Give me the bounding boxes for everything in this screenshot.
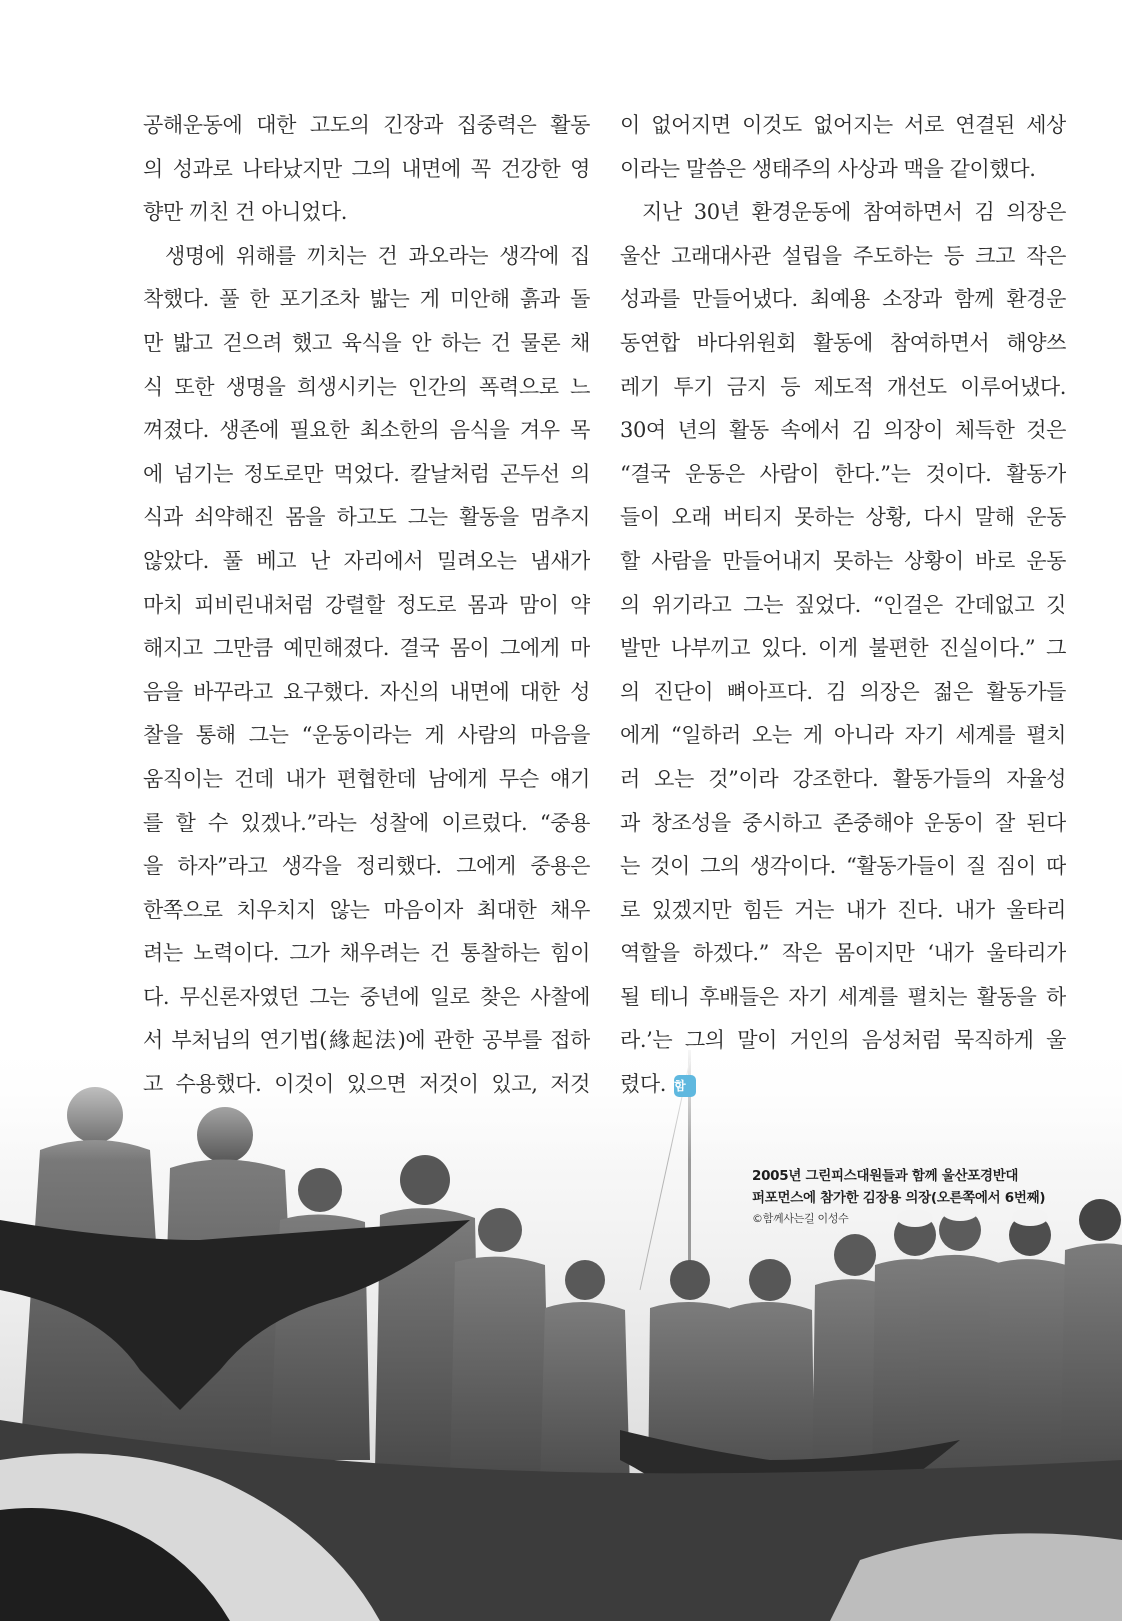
text-line: 찰을 통해 그는 “운동이라는 게 사람의 마음을 bbox=[143, 723, 590, 748]
text-line: 다. 무신론자였던 그는 중년에 일로 찾은 사찰에 bbox=[143, 984, 590, 1009]
text-line: 공해운동에 대한 고도의 긴장과 집중력은 활동 bbox=[143, 113, 590, 137]
text-line: 에 넘기는 정도로만 먹었다. 칼날처럼 곤두선 의 bbox=[143, 461, 590, 486]
text-line: 를 할 수 있겠나.”라는 성찰에 이르렀다. “중용 bbox=[143, 810, 590, 835]
text-line: 발만 나부끼고 있다. 이게 불편한 진실이다.” 그 bbox=[620, 636, 1066, 661]
text-line: 이 없어지면 이것도 없어지는 서로 연결된 세상 bbox=[620, 113, 1066, 137]
text-line: 않았다. 풀 베고 난 자리에서 밀려오는 냄새가 bbox=[143, 548, 590, 573]
text-line: 에게 “일하러 오는 게 아니라 자기 세계를 펼치 bbox=[620, 723, 1066, 748]
text-line: 려는 노력이다. 그가 채우려는 건 통찰하는 힘이 bbox=[143, 941, 590, 966]
text-line: 껴졌다. 생존에 필요한 최소한의 음식을 겨우 목 bbox=[143, 418, 590, 443]
text-line: 착했다. 풀 한 포기조차 밟는 게 미안해 흙과 돌 bbox=[143, 287, 590, 312]
article-column-right bbox=[620, 104, 1066, 1107]
text-line-final-text: 렸다. bbox=[620, 1072, 667, 1097]
caption-line-2: 퍼포먼스에 참가한 김장용 의장(오른쪽에서 6번째) bbox=[752, 1190, 1046, 1206]
text-line: 마치 피비린내처럼 강렬할 정도로 몸과 맘이 약 bbox=[143, 592, 590, 617]
text-line: 레기 투기 금지 등 제도적 개선도 이루어냈다. bbox=[620, 374, 1066, 399]
text-line: 을 하자”라고 생각을 정리했다. 그에게 중용은 bbox=[143, 854, 590, 879]
text-line: 는 것이 그의 생각이다. “활동가들이 질 짐이 따 bbox=[620, 854, 1066, 879]
text-line: 로 있겠지만 힘든 거는 내가 진다. 내가 울타리 bbox=[620, 897, 1066, 922]
text-line: 생명에 위해를 끼치는 건 과오라는 생각에 집 bbox=[165, 243, 590, 268]
text-line: 서 부처님의 연기법(緣起法)에 관한 공부를 접하 bbox=[143, 1028, 590, 1053]
photo-caption bbox=[752, 1165, 1045, 1229]
text-line: 식 또한 생명을 희생시키는 인간의 폭력으로 느 bbox=[143, 374, 590, 399]
text-line: 음을 바꾸라고 요구했다. 자신의 내면에 대한 성 bbox=[143, 679, 590, 704]
end-mark-icon: 함 bbox=[674, 1075, 696, 1097]
text-line: 30여 년의 활동 속에서 김 의장이 체득한 것은 bbox=[620, 418, 1066, 443]
text-line: 식과 쇠약해진 몸을 하고도 그는 활동을 멈추지 bbox=[143, 505, 590, 530]
text-line: “결국 운동은 사람이 한다.”는 것이다. 활동가 bbox=[620, 461, 1066, 486]
text-line: 과 창조성을 중시하고 존중해야 운동이 잘 된다 bbox=[620, 810, 1066, 835]
text-line: 할 사람을 만들어내지 못하는 상황이 바로 운동 bbox=[620, 548, 1066, 573]
text-line: 의 위기라고 그는 짚었다. “인걸은 간데없고 깃 bbox=[620, 592, 1066, 617]
text-line: 라.’는 그의 말이 거인의 음성처럼 묵직하게 울 bbox=[620, 1028, 1066, 1053]
text-line: 지난 30년 환경운동에 참여하면서 김 의장은 bbox=[642, 200, 1066, 225]
text-line: 러 오는 것”이라 강조한다. 활동가들의 자율성 bbox=[620, 766, 1066, 791]
text-line: 의 성과로 나타났지만 그의 내면에 꼭 건강한 영 bbox=[143, 156, 590, 181]
photo-credit: ©함께사는길 이성수 bbox=[752, 1212, 849, 1225]
text-line: 움직이는 건데 내가 편협한데 남에게 무슨 얘기 bbox=[143, 766, 590, 791]
text-line: 의 진단이 뼈아프다. 김 의장은 젊은 활동가들 bbox=[620, 679, 1066, 704]
text-line: 해지고 그만큼 예민해졌다. 결국 몸이 그에게 마 bbox=[143, 636, 590, 661]
protest-photo bbox=[0, 1040, 1122, 1621]
text-line: 될 테니 후배들은 자기 세계를 펼치는 활동을 하 bbox=[620, 984, 1066, 1009]
text-line: 성과를 만들어냈다. 최예용 소장과 함께 환경운 bbox=[620, 287, 1066, 312]
text-line: 만 밟고 걷으려 했고 육식을 안 하는 건 물론 채 bbox=[143, 330, 590, 355]
text-line: 동연합 바다위원회 활동에 참여하면서 해양쓰 bbox=[620, 330, 1066, 355]
caption-line-1: 2005년 그린피스대원들과 함께 울산포경반대 bbox=[752, 1168, 1019, 1184]
text-line: 들이 오래 버티지 못하는 상황, 다시 말해 운동 bbox=[620, 505, 1066, 530]
text-line: 이라는 말씀은 생태주의 사상과 맥을 같이했다. bbox=[620, 156, 1036, 181]
article-column-left bbox=[143, 104, 590, 1107]
text-line: 역할을 하겠다.” 작은 몸이지만 ‘내가 울타리가 bbox=[620, 941, 1066, 966]
text-line: 고 수용했다. 이것이 있으면 저것이 있고, 저것 bbox=[143, 1072, 590, 1097]
text-line-final bbox=[620, 1063, 1066, 1107]
text-line: 울산 고래대사관 설립을 주도하는 등 크고 작은 bbox=[620, 243, 1066, 268]
text-line: 한쪽으로 치우치지 않는 마음이자 최대한 채우 bbox=[143, 897, 590, 922]
text-line: 향만 끼친 건 아니었다. bbox=[143, 200, 348, 225]
